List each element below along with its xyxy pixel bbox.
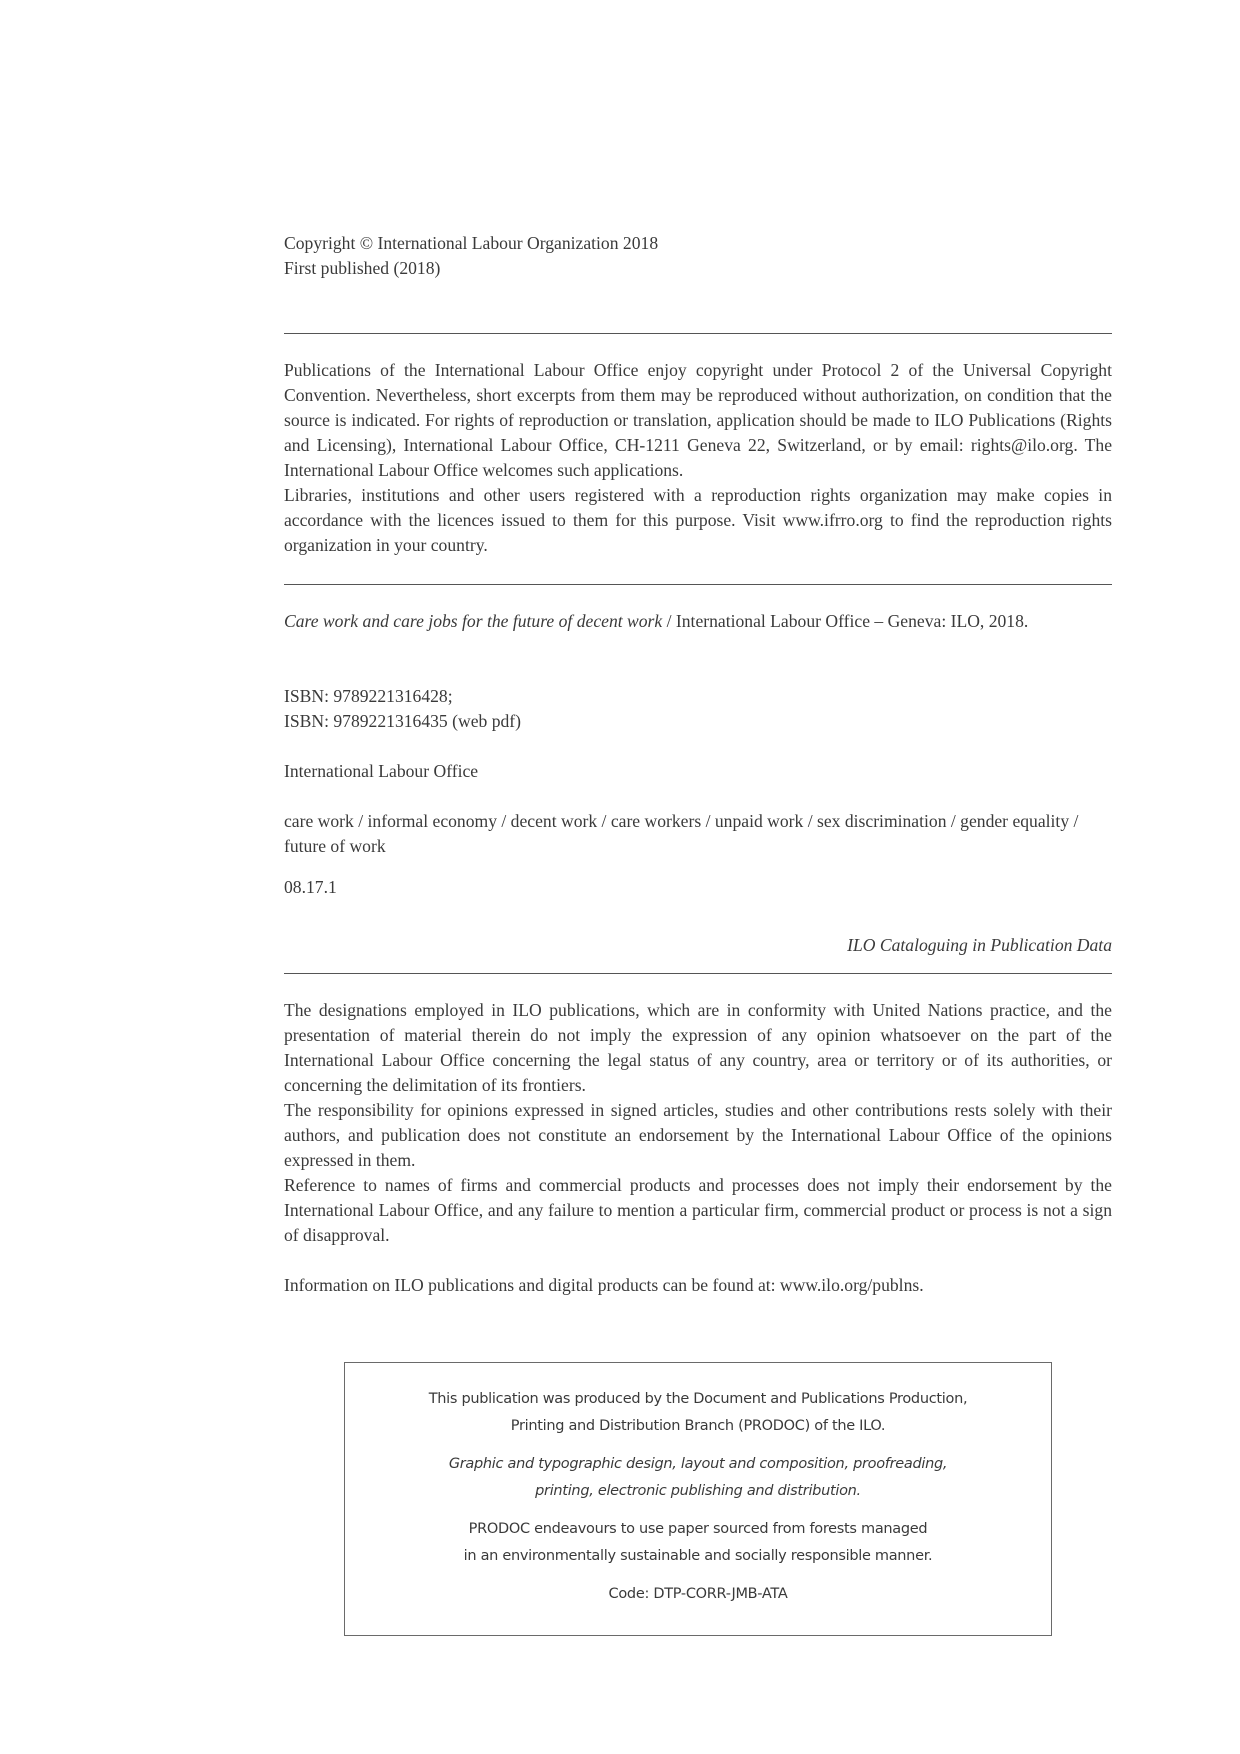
copyright-page [284, 231, 1112, 1298]
prodoc-environment-line2: in an environmentally sustainable and socially responsible manner. [463, 1548, 933, 1564]
isbn-pdf: ISBN: 9789221316435 (web pdf) [284, 711, 522, 731]
publications-info: Information on ILO publications and digital products can be found at: www.ilo.org/publns. [284, 1275, 924, 1295]
cataloguing-label: ILO Cataloguing in Publication Data [847, 935, 1112, 955]
prodoc-environment-line1: PRODOC endeavours to use paper sourced from forests managed [468, 1521, 928, 1537]
prodoc-production-line2: Printing and Distribution Branch (PRODOC) of the ILO. [510, 1418, 886, 1434]
divider [284, 584, 1112, 585]
copyright-line: Copyright © International Labour Organization 2018 [284, 233, 659, 253]
prodoc-code: Code: DTP-CORR-JMB-ATA [608, 1586, 788, 1602]
catalogue-code: 08.17.1 [284, 877, 337, 897]
prodoc-services-line1: Graphic and typographic design, layout and composition, proofreading, [448, 1456, 948, 1472]
designations-paragraph: The designations employed in ILO publications, which are in conformity with United Nations practice, and the presentation of material therein do not imply the expression of any opinion whatsoever on the part of the International Labour Office concerning the legal status of any country, area or territory or of its authorities, or concerning the delimitation of its frontiers. [284, 1000, 1112, 1095]
first-published-line: First published (2018) [284, 258, 441, 278]
rights-paragraph: Publications of the International Labour Office enjoy copyright under Protocol 2 of the Universal Copyright Convention. Nevertheless, short excerpts from them may be reproduced without authorization, on condition that the source is indicated. For rights of reproduction or translation, application should be made to ILO Publications (Rights and Licensing), International Labour Office, CH-1211 Geneva 22, Switzerland, or by email: rights@ilo.org. The International Labour Office welcomes such applications. [284, 360, 1112, 480]
divider [284, 973, 1112, 974]
citation [284, 609, 1112, 634]
prodoc-services-line2: printing, electronic publishing and distribution. [535, 1483, 861, 1499]
isbn-block [284, 684, 1112, 734]
prodoc-box [344, 1362, 1052, 1636]
citation-title: Care work and care jobs for the future of decent work [284, 611, 663, 631]
prodoc-production-line1: This publication was produced by the Document and Publications Production, [428, 1391, 968, 1407]
publisher-name: International Labour Office [284, 761, 479, 781]
disclaimer-section [284, 998, 1112, 1248]
responsibility-paragraph: The responsibility for opinions expressed in signed articles, studies and other contributions rests solely with their authors, and publication does not constitute an endorsement by the International Labour Office of the opinions expressed in them. [284, 1100, 1112, 1170]
prodoc-production [345, 1386, 1051, 1440]
citation-publisher: / International Labour Office – Geneva: ILO, 2018. [662, 611, 1029, 631]
prodoc-services [345, 1451, 1051, 1505]
isbn-print: ISBN: 9789221316428; [284, 686, 453, 706]
rights-section [284, 358, 1112, 558]
licensing-paragraph: Libraries, institutions and other users registered with a reproduction rights organization may make copies in accordance with the licences issued to them for this purpose. Visit www.ifrro.org to find the reproduction rights organization in your country. [284, 485, 1112, 555]
divider [284, 333, 1112, 334]
prodoc-environment [345, 1516, 1051, 1570]
endorsement-paragraph: Reference to names of firms and commercial products and processes does not imply their endorsement by the International Labour Office, and any failure to mention a particular firm, commercial product or process is not a sign of disapproval. [284, 1175, 1112, 1245]
keywords: care work / informal economy / decent work / care workers / unpaid work / sex discrimination / gender equality / future of work [284, 811, 1079, 856]
